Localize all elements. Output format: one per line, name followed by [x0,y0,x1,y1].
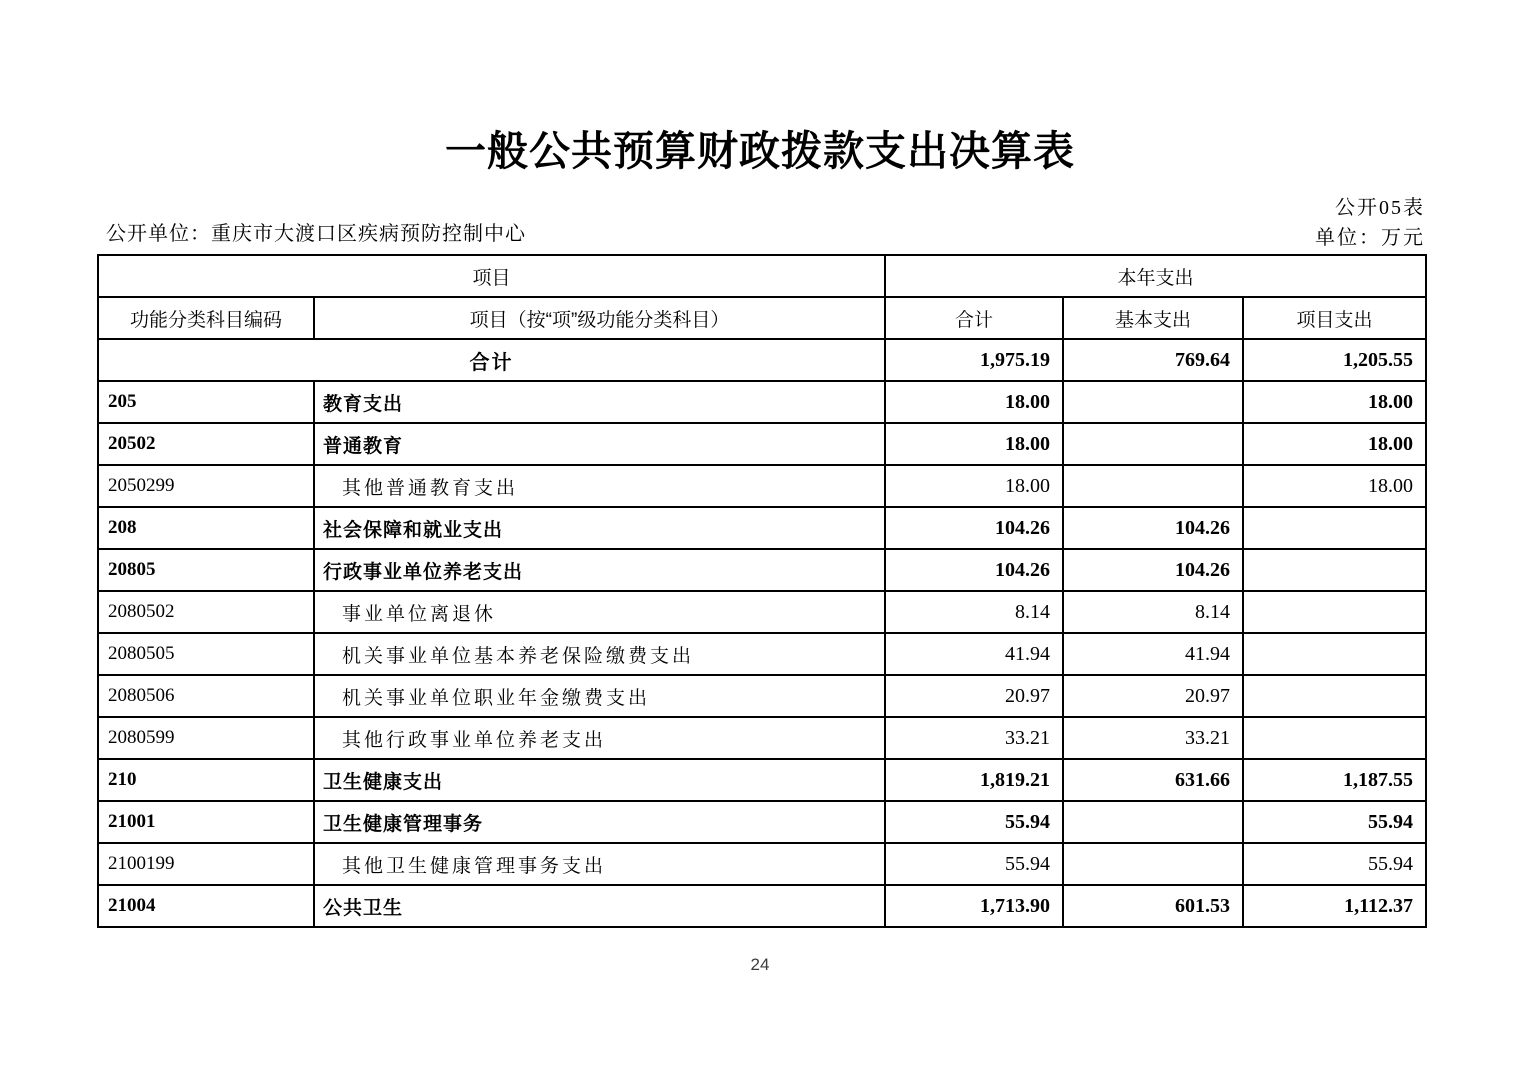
cell-item-name: 卫生健康支出 [314,759,885,801]
cell-function-code: 21001 [98,801,314,843]
header-col-total: 合计 [885,297,1063,339]
header-group-row [98,255,1426,297]
header-col-basic: 基本支出 [1063,297,1243,339]
cell-function-code: 208 [98,507,314,549]
cell-function-code: 2100199 [98,843,314,885]
currency-unit-label: 单位：万元 [1315,227,1425,249]
table-row [98,507,1426,549]
cell-item-name: 社会保障和就业支出 [314,507,885,549]
cell-project-expense: 18.00 [1243,381,1426,423]
cell-total: 8.14 [885,591,1063,633]
cell-function-code: 20502 [98,423,314,465]
cell-project-expense [1243,633,1426,675]
header-col-project: 项目支出 [1243,297,1426,339]
cell-function-code: 210 [98,759,314,801]
cell-item-name: 机关事业单位基本养老保险缴费支出 [314,633,885,675]
cell-project-expense: 1,112.37 [1243,885,1426,927]
table-row [98,675,1426,717]
table-row [98,381,1426,423]
cell-grand-total-label: 合计 [98,339,885,381]
cell-total: 18.00 [885,381,1063,423]
table-row [98,717,1426,759]
table-row [98,549,1426,591]
header-col-name: 项目（按“项”级功能分类科目） [314,297,885,339]
cell-function-code: 2080506 [98,675,314,717]
cell-total: 1,713.90 [885,885,1063,927]
page-title: 一般公共预算财政拨款支出决算表 [445,128,1075,174]
cell-total: 18.00 [885,465,1063,507]
cell-function-code: 2050299 [98,465,314,507]
cell-project-expense [1243,591,1426,633]
cell-basic-expense: 601.53 [1063,885,1243,927]
cell-item-name: 教育支出 [314,381,885,423]
cell-total: 104.26 [885,549,1063,591]
table-row [98,465,1426,507]
header-group-item: 项目 [98,255,885,297]
cell-project-expense [1243,549,1426,591]
cell-function-code: 2080502 [98,591,314,633]
cell-basic-expense: 8.14 [1063,591,1243,633]
cell-basic-expense: 631.66 [1063,759,1243,801]
cell-item-name: 普通教育 [314,423,885,465]
cell-total: 55.94 [885,801,1063,843]
cell-project-expense: 55.94 [1243,843,1426,885]
cell-item-name: 事业单位离退休 [314,591,885,633]
cell-item-name: 其他普通教育支出 [314,465,885,507]
cell-project-expense: 18.00 [1243,465,1426,507]
cell-project-expense: 1,187.55 [1243,759,1426,801]
cell-project-expense: 1,205.55 [1243,339,1426,381]
table-row [98,591,1426,633]
cell-item-name: 其他卫生健康管理事务支出 [314,843,885,885]
cell-total: 104.26 [885,507,1063,549]
cell-total: 20.97 [885,675,1063,717]
cell-function-code: 2080505 [98,633,314,675]
cell-total: 1,975.19 [885,339,1063,381]
budget-table [97,254,1427,928]
cell-project-expense: 55.94 [1243,801,1426,843]
cell-basic-expense: 33.21 [1063,717,1243,759]
cell-total: 41.94 [885,633,1063,675]
cell-basic-expense: 20.97 [1063,675,1243,717]
page-number: 24 [750,955,770,974]
cell-project-expense [1243,675,1426,717]
table-body [98,339,1426,927]
table-header [98,255,1426,339]
cell-item-name: 行政事业单位养老支出 [314,549,885,591]
header-col-code: 功能分类科目编码 [98,297,314,339]
cell-basic-expense: 769.64 [1063,339,1243,381]
cell-basic-expense: 104.26 [1063,549,1243,591]
table-row [98,801,1426,843]
publishing-unit-label: 公开单位：重庆市大渡口区疾病预防控制中心 [106,223,526,245]
cell-total: 55.94 [885,843,1063,885]
cell-total: 33.21 [885,717,1063,759]
cell-item-name: 其他行政事业单位养老支出 [314,717,885,759]
header-columns-row [98,297,1426,339]
table-row [98,633,1426,675]
table-row [98,885,1426,927]
cell-basic-expense [1063,801,1243,843]
table-row [98,759,1426,801]
cell-total: 1,819.21 [885,759,1063,801]
cell-project-expense [1243,507,1426,549]
cell-item-name: 卫生健康管理事务 [314,801,885,843]
table-row [98,843,1426,885]
cell-function-code: 21004 [98,885,314,927]
cell-basic-expense [1063,843,1243,885]
cell-function-code: 20805 [98,549,314,591]
table-row [98,339,1426,381]
table-number-label: 公开05表 [1335,197,1425,219]
cell-basic-expense [1063,381,1243,423]
header-group-year-expense: 本年支出 [885,255,1426,297]
cell-basic-expense: 41.94 [1063,633,1243,675]
cell-basic-expense [1063,465,1243,507]
cell-item-name: 机关事业单位职业年金缴费支出 [314,675,885,717]
cell-basic-expense [1063,423,1243,465]
cell-project-expense [1243,717,1426,759]
cell-basic-expense: 104.26 [1063,507,1243,549]
cell-item-name: 公共卫生 [314,885,885,927]
cell-project-expense: 18.00 [1243,423,1426,465]
cell-function-code: 2080599 [98,717,314,759]
cell-function-code: 205 [98,381,314,423]
table-row [98,423,1426,465]
cell-total: 18.00 [885,423,1063,465]
